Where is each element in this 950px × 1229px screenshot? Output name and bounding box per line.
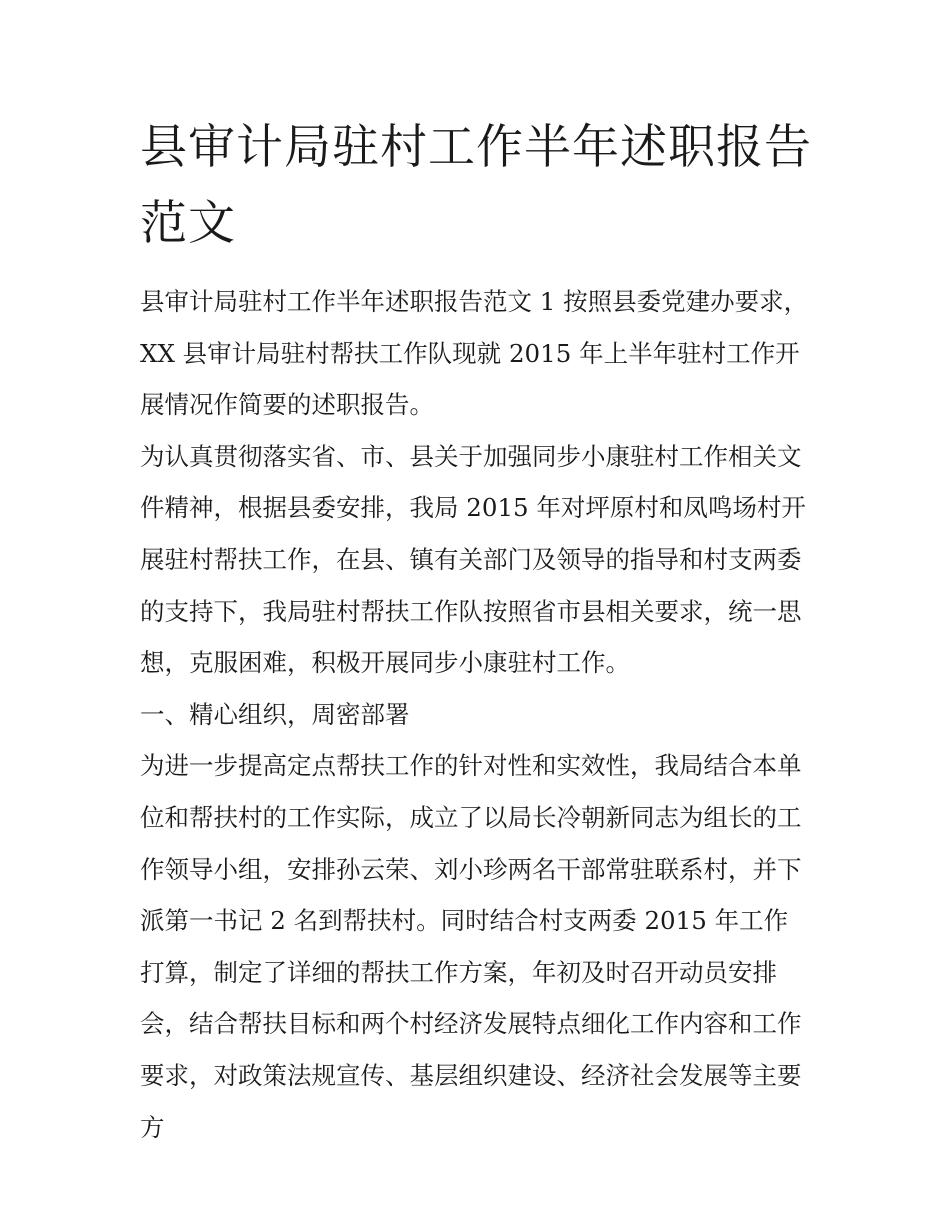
document-title: 县审计局驻村工作半年述职报告范文 [140, 120, 812, 251]
paragraph-background: 为认真贯彻落实省、市、县关于加强同步小康驻村工作相关文件精神，根据县委安排，我局 2015 年对坪原村和凤鸣场村开展驻村帮扶工作，在县、镇有关部门及领导的指导和村支两委的支持下，我局驻村帮扶工作队按照省市县相关要求，统一思想，克服困难，积极开展同步小康驻村工作。 [140, 441, 806, 678]
document-body [140, 276, 812, 1153]
paragraph-section-1: 为进一步提高定点帮扶工作的针对性和实效性，我局结合本单位和帮扶村的工作实际，成立了以局长冷朝新同志为组长的工作领导小组，安排孙云荣、刘小珍两名干部常驻联系村，并下派第一书记 2 名到帮扶村。同时结合村支两委 2015 年工作打算，制定了详细的帮扶工作方案，年初及时召开动员安排会，结合帮扶目标和两个村经济发展特点细化工作内容和工作要求，对政策法规宣传、基层组织建设、经济社会发展等主要方 [140, 751, 802, 1142]
paragraph-intro: 县审计局驻村工作半年述职报告范文 1 按照县委党建办要求，XX 县审计局驻村帮扶工作队现就 2015 年上半年驻村工作开展情况作简要的述职报告。 [140, 287, 809, 420]
section-heading-1: 一、精心组织，周密部署 [140, 699, 410, 729]
